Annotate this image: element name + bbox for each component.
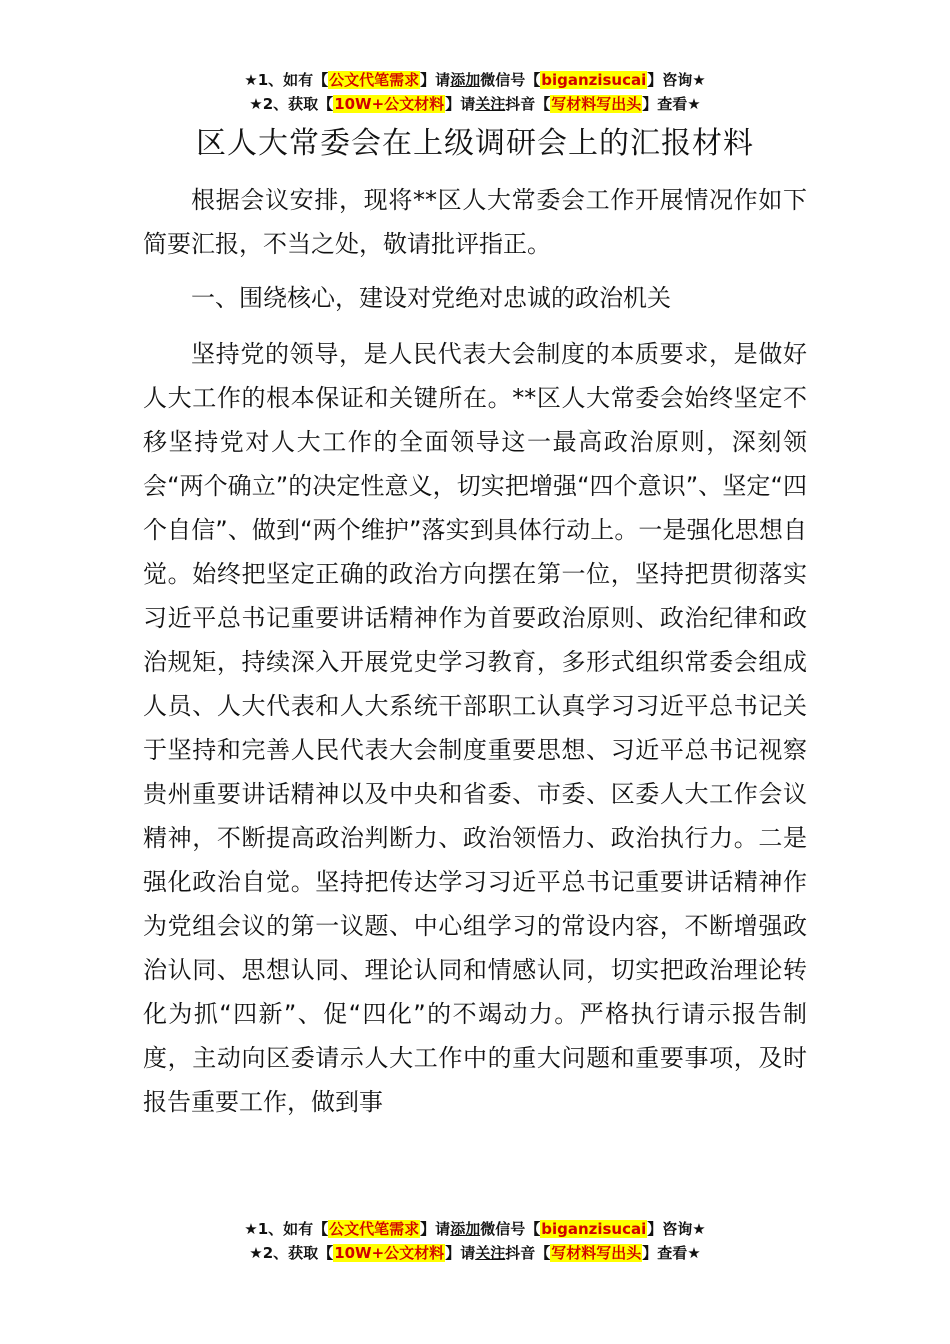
promo-highlight: 公文代笔需求	[329, 71, 420, 89]
section-heading: 一、围绕核心，建设对党绝对忠诚的政治机关	[191, 284, 671, 312]
footer-promo-banner	[0, 1217, 950, 1265]
promo-highlight: 10W+公文材料	[334, 1244, 445, 1262]
promo-line-1: ★1、如有【公文代笔需求】请添加微信号【biganzisucai】咨询★	[244, 1220, 706, 1238]
header-promo-banner	[0, 68, 950, 116]
body-paragraph: 坚持党的领导，是人民代表大会制度的本质要求，是做好人大工作的根本保证和关键所在。**区人大常委会始终坚定不移坚持党对人大工作的全面领导这一最高政治原则，深刻领会“两个确立”的决定性意义，切实把增强“四个意识”、坚定“四个自信”、做到“两个维护”落实到具体行动上。一是强化思想自觉。始终把坚定正确的政治方向摆在第一位，坚持把贯彻落实习近平总书记重要讲话精神作为首要政治原则、政治纪律和政治规矩，持续深入开展党史学习教育，多形式组织常委会组成人员、人大代表和人大系统干部职工认真学习习近平总书记关于坚持和完善人民代表大会制度重要思想、习近平总书记视察贵州重要讲话精神以及中央和省委、市委、区委人大工作会议精神，不断提高政治判断力、政治领悟力、政治执行力。二是强化政治自觉。坚持把传达学习习近平总书记重要讲话精神作为党组会议的第一议题、中心组学习的常设内容，不断增强政治认同、思想认同、理论认同和情感认同，切实把政治理论转化为抓“四新”、促“四化”的不竭动力。严格执行请示报告制度，主动向区委请示人大工作中的重大问题和重要事项，及时报告重要工作，做到事	[143, 340, 807, 1116]
promo-highlight: biganzisucai	[541, 1220, 647, 1238]
promo-line-2: ★2、获取【10W+公文材料】请关注抖音【写材料写出头】查看★	[249, 1244, 701, 1262]
promo-line-1: ★1、如有【公文代笔需求】请添加微信号【biganzisucai】咨询★	[244, 71, 706, 89]
promo-highlight: 10W+公文材料	[334, 95, 445, 113]
promo-highlight: 写材料写出头	[551, 1244, 642, 1262]
promo-highlight: 公文代笔需求	[329, 1220, 420, 1238]
intro-paragraph: 根据会议安排，现将**区人大常委会工作开展情况作如下简要汇报，不当之处，敬请批评指正。	[143, 186, 807, 258]
promo-line-2: ★2、获取【10W+公文材料】请关注抖音【写材料写出头】查看★	[249, 95, 701, 113]
promo-highlight: biganzisucai	[541, 71, 647, 89]
promo-highlight: 写材料写出头	[551, 95, 642, 113]
document-title: 区人大常委会在上级调研会上的汇报材料	[196, 126, 754, 161]
